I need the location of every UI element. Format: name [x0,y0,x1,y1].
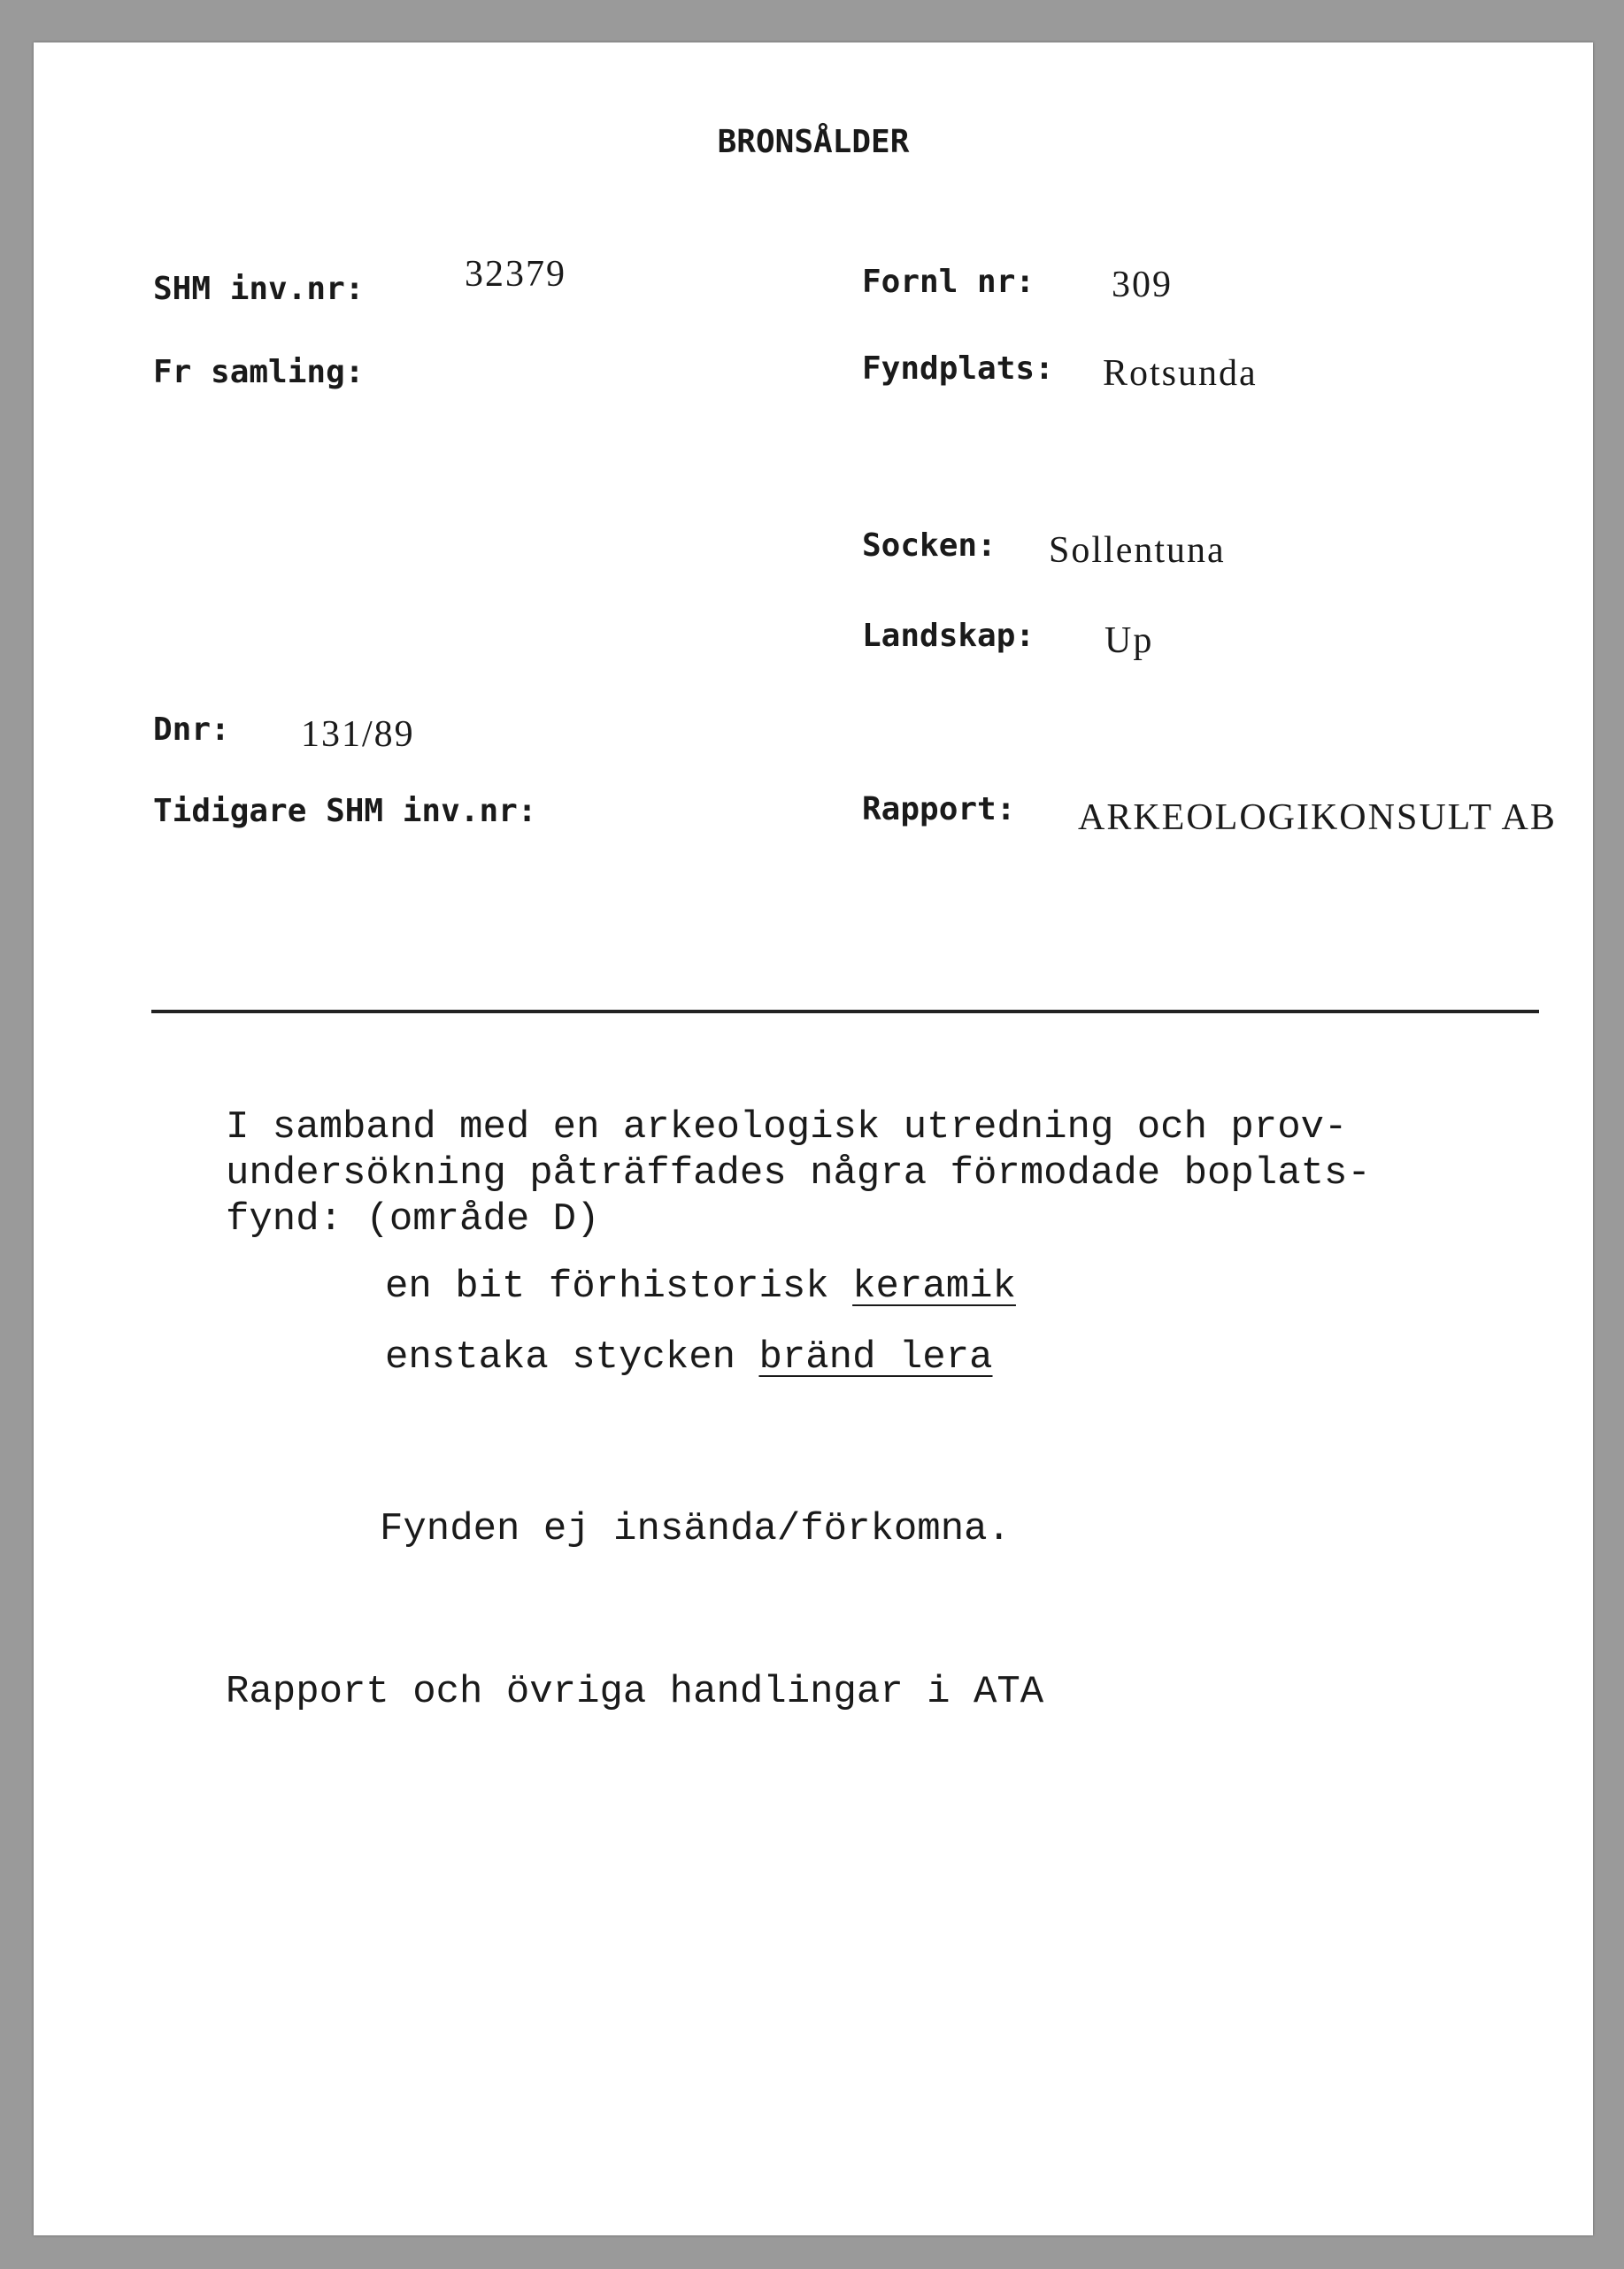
dnr-value: 131/89 [301,714,415,755]
body-line-3: fynd: (område D) [226,1197,600,1242]
fornl-label: Fornl nr: [862,264,1035,300]
fyndplats-value: Rotsunda [1103,353,1258,394]
fr-samling-label: Fr samling: [153,354,365,390]
fornl-value: 309 [1112,265,1173,305]
shm-inv-value: 32379 [465,254,566,295]
rapport-value: ARKEOLOGIKONSULT AB [1078,797,1557,838]
shm-inv-label: SHM inv.nr: [153,271,365,307]
horizontal-divider [151,1010,1539,1013]
archive-note: Rapport och övriga handlingar i ATA [226,1670,1044,1714]
find-item-ceramics-prefix: en bit förhistorisk [385,1265,853,1309]
find-item-ceramics [385,1264,1016,1310]
landskap-label: Landskap: [862,618,1035,654]
dnr-label: Dnr: [153,711,230,748]
landskap-value: Up [1104,620,1154,661]
find-item-burnt-clay-prefix: enstaka stycken [385,1335,759,1380]
body-line-2: undersökning påträffades några förmodade boplats- [226,1151,1371,1196]
find-item-ceramics-term: keramik [852,1265,1016,1309]
socken-value: Sollentuna [1049,530,1226,571]
body-line-1: I samband med en arkeologisk utredning och prov- [226,1105,1348,1150]
tidigare-label: Tidigare SHM inv.nr: [153,793,537,829]
page-title: BRONSÅLDER [717,124,910,160]
fyndplats-label: Fyndplats: [862,350,1054,387]
socken-label: Socken: [862,527,997,564]
finds-status: Fynden ej insända/förkomna. [380,1507,1011,1551]
catalog-card [34,42,1593,2235]
rapport-label: Rapport: [862,791,1016,827]
find-item-burnt-clay [385,1334,993,1381]
find-item-burnt-clay-term: bränd lera [758,1335,993,1380]
